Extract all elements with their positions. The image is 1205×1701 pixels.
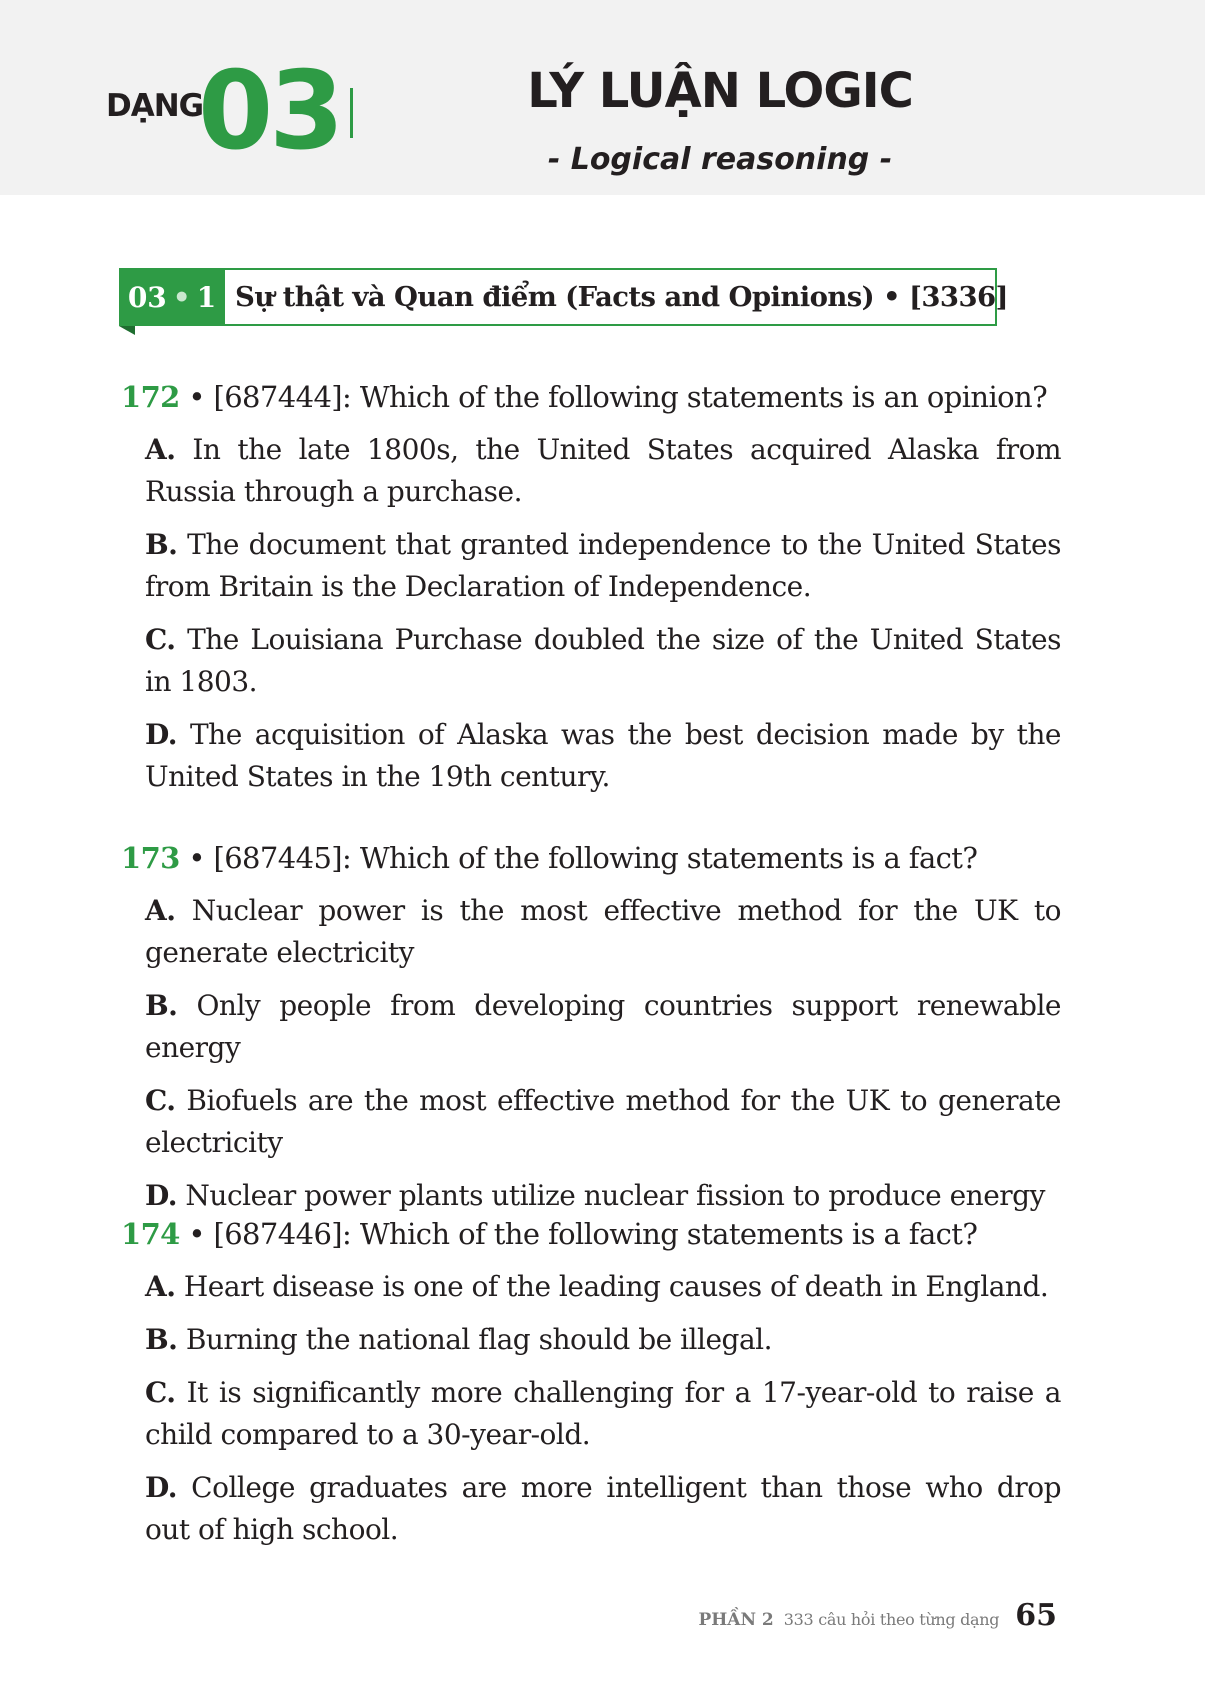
question-number: 172 [121, 380, 180, 414]
question-text: • [687445]: Which of the following statements is a fact? [179, 841, 978, 875]
question-172 [121, 376, 1061, 798]
option-letter: A. [145, 894, 176, 927]
option-text: Nuclear power plants utilize nuclear fission to produce energy [177, 1179, 1045, 1212]
answer-option-d [145, 1467, 1061, 1551]
option-text: Biofuels are the most effective method for the UK to generate electricity [145, 1084, 1061, 1159]
page-number: 65 [1015, 1598, 1057, 1633]
footer-description: 333 câu hỏi theo từng dạng [783, 1610, 1000, 1629]
option-text: The Louisiana Purchase doubled the size of the United States in 1803. [145, 623, 1061, 698]
option-text: The document that granted independence to the United States from Britain is the Declaration of Independence. [145, 528, 1061, 603]
chapter-header [0, 0, 1205, 195]
option-letter: A. [145, 1270, 176, 1303]
section-number-tab [119, 268, 225, 326]
answer-option-a [145, 1266, 1061, 1308]
section-heading [119, 268, 1008, 326]
option-letter: C. [145, 1376, 176, 1409]
answer-option-b [145, 985, 1061, 1069]
option-letter: B. [145, 1323, 178, 1356]
section-title: Sự thật và Quan điểm (Facts and Opinions) • [3336] [225, 268, 997, 326]
section-major-number: 03 [127, 280, 167, 314]
answer-option-d [145, 1175, 1061, 1217]
option-letter: B. [145, 528, 178, 561]
option-text: In the late 1800s, the United States acquired Alaska from Russia through a purchase. [145, 433, 1061, 508]
answer-option-b [145, 524, 1061, 608]
option-letter: D. [145, 1471, 178, 1504]
page-footer [698, 1598, 1057, 1633]
question-173 [121, 837, 1061, 1217]
question-174 [121, 1213, 1061, 1551]
option-text: College graduates are more intelligent than those who drop out of high school. [145, 1471, 1061, 1546]
option-text: It is significantly more challenging for a 17-year-old to raise a child compared to a 30-year-old. [145, 1376, 1061, 1451]
question-header [121, 1213, 1061, 1255]
option-text: Burning the national flag should be illegal. [177, 1323, 773, 1356]
chapter-number: 03 [198, 49, 341, 174]
chapter-subtitle: - Logical reasoning - [547, 142, 893, 177]
question-number: 174 [121, 1217, 180, 1251]
option-text: The acquisition of Alaska was the best decision made by the United States in the 19th century. [145, 718, 1061, 793]
answer-option-c [145, 1372, 1061, 1456]
option-letter: D. [145, 1179, 178, 1212]
option-letter: C. [145, 1084, 176, 1117]
footer-part-label: PHẦN 2 [698, 1610, 774, 1630]
chapter-type-label: DẠNG [106, 88, 204, 124]
question-number: 173 [121, 841, 180, 875]
section-minor-number: 1 [196, 280, 217, 314]
answer-option-c [145, 619, 1061, 703]
option-letter: D. [145, 718, 178, 751]
option-text: Heart disease is one of the leading causes of death in England. [175, 1270, 1049, 1303]
answer-option-b [145, 1319, 1061, 1361]
answer-option-c [145, 1080, 1061, 1164]
option-text: Nuclear power is the most effective method for the UK to generate electricity [145, 894, 1061, 969]
option-letter: B. [145, 989, 178, 1022]
chapter-divider [350, 88, 353, 138]
question-header [121, 376, 1061, 418]
option-text: Only people from developing countries support renewable energy [145, 989, 1061, 1064]
chapter-title: LÝ LUẬN LOGIC [527, 63, 913, 119]
section-tab-dot: • [172, 280, 191, 314]
question-header [121, 837, 1061, 879]
question-text: • [687446]: Which of the following statements is a fact? [179, 1217, 978, 1251]
option-letter: A. [145, 433, 176, 466]
answer-option-a [145, 890, 1061, 974]
question-text: • [687444]: Which of the following statements is an opinion? [179, 380, 1048, 414]
answer-option-d [145, 714, 1061, 798]
option-letter: C. [145, 623, 176, 656]
answer-option-a [145, 429, 1061, 513]
